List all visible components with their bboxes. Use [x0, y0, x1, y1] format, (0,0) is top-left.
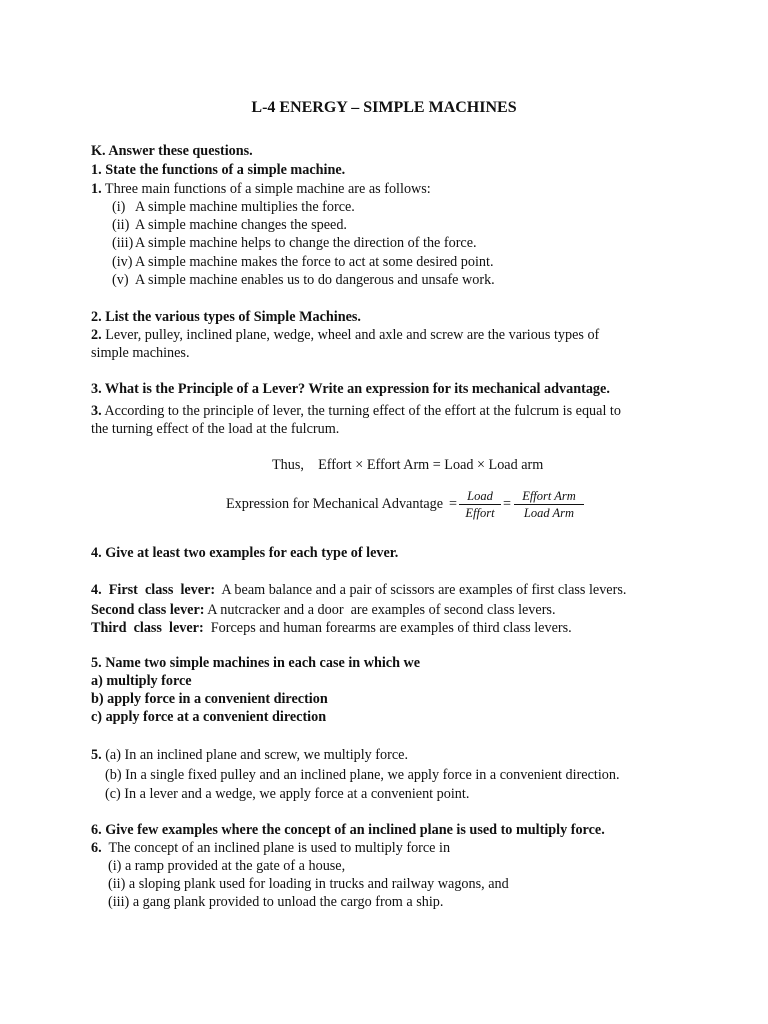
answer-text: The concept of an inclined plane is used to multiply force in [101, 840, 451, 856]
list-marker: (i) [112, 199, 126, 215]
lever-formula: Thus, Effort × Effort Arm = Load × Load arm [272, 457, 544, 473]
answer-1 [91, 180, 431, 198]
fraction-numerator: Load [459, 488, 501, 505]
list-marker: (v) [112, 272, 129, 288]
answer-text: (a) In an inclined plane and screw, we multiply force. [101, 747, 408, 763]
list-text: A simple machine makes the force to act at some desired point. [135, 254, 494, 270]
question-5-part-a: a) multiply force [91, 673, 192, 689]
list-marker: (ii) [112, 217, 130, 233]
fraction-denominator: Effort [465, 506, 495, 520]
question-4: 4. Give at least two examples for each type of lever. [91, 545, 399, 561]
second-class-lever [91, 601, 556, 619]
list-text: A simple machine enables us to do dangerous and unsafe work. [135, 272, 495, 288]
answer-number: 6. [91, 840, 102, 856]
lever-text: A nutcracker and a door are examples of second class levers. [204, 602, 556, 618]
fraction-arms [514, 488, 584, 521]
lever-text: A beam balance and a pair of scissors are examples of first class levers. [215, 582, 627, 598]
list-item [112, 198, 355, 216]
lever-text: Forceps and human forearms are examples of third class levers. [203, 620, 572, 636]
answer-3-line-1 [91, 402, 621, 420]
lever-label: 4. First class lever: [91, 582, 216, 598]
mechanical-advantage-label: Expression for Mechanical Advantage [226, 496, 444, 512]
list-item [112, 253, 494, 271]
section-heading: K. Answer these questions. [91, 143, 253, 159]
list-marker: (iii) [112, 235, 134, 251]
answer-number: 1. [91, 181, 102, 197]
answer-text: Lever, pulley, inclined plane, wedge, wheel and axle and screw are the various types of [101, 327, 600, 343]
answer-number: 3. [91, 403, 102, 419]
lever-label: Third class lever: [91, 620, 204, 636]
equals-sign: = [503, 496, 512, 512]
lever-label: Second class lever: [91, 602, 205, 618]
list-text: A simple machine changes the speed. [135, 217, 347, 233]
list-item: (iii) a gang plank provided to unload the cargo from a ship. [108, 894, 444, 910]
answer-2-line-2: simple machines. [91, 345, 190, 361]
fraction-denominator: Load Arm [523, 506, 575, 520]
list-text: A simple machine multiplies the force. [135, 199, 355, 215]
list-item: (i) a ramp provided at the gate of a house, [108, 858, 346, 874]
answer-number: 5. [91, 747, 102, 763]
answer-number: 2. [91, 327, 102, 343]
answer-text: Three main functions of a simple machine are as follows: [101, 181, 431, 197]
fraction-load-effort [459, 488, 501, 521]
third-class-lever [91, 619, 572, 637]
question-3: 3. What is the Principle of a Lever? Write an expression for its mechanical advantage. [91, 381, 610, 397]
answer-5a [91, 746, 408, 764]
list-item [112, 216, 347, 234]
list-item [112, 234, 477, 252]
equals-sign: = [449, 496, 458, 512]
page-title: L-4 ENERGY – SIMPLE MACHINES [251, 99, 517, 116]
question-5-part-c: c) apply force at a convenient direction [91, 709, 327, 725]
first-class-lever [91, 581, 626, 599]
answer-3-line-2: the turning effect of the load at the fulcrum. [91, 421, 340, 437]
list-marker: (iv) [112, 254, 133, 270]
question-1: 1. State the functions of a simple machine. [91, 162, 346, 178]
answer-text: According to the principle of lever, the turning effect of the effort at the fulcrum is equal to [101, 403, 621, 419]
question-5-part-b: b) apply force in a convenient direction [91, 691, 328, 707]
answer-5c: (c) In a lever and a wedge, we apply force at a convenient point. [105, 786, 470, 802]
question-5: 5. Name two simple machines in each case in which we [91, 655, 421, 671]
answer-5b: (b) In a single fixed pulley and an inclined plane, we apply force in a convenient direction. [105, 767, 620, 783]
list-item: (ii) a sloping plank used for loading in trucks and railway wagons, and [108, 876, 509, 892]
list-item [112, 271, 495, 289]
answer-2-line-1 [91, 326, 599, 344]
answer-6 [91, 839, 450, 857]
fraction-numerator: Effort Arm [514, 488, 584, 505]
list-text: A simple machine helps to change the direction of the force. [135, 235, 477, 251]
question-2: 2. List the various types of Simple Machines. [91, 309, 361, 325]
question-6: 6. Give few examples where the concept of an inclined plane is used to multiply force. [91, 822, 605, 838]
